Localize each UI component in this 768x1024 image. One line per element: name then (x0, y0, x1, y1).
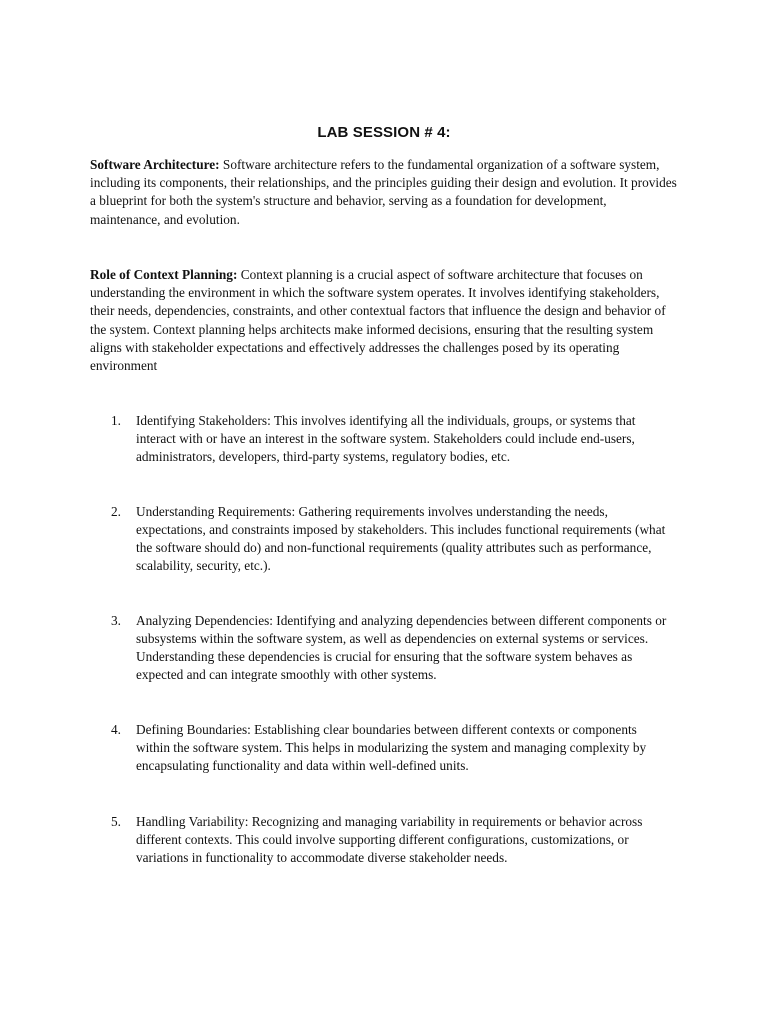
list-item-text: Identifying Stakeholders: This involves identifying all the individuals, groups, or systems that interact with or have an interest in the software system. Stakeholders could include end-users, administrators, developers, third-party systems, regulatory bodies, etc. (136, 413, 636, 464)
context-planning-text: Context planning is a crucial aspect of software architecture that focuses on understanding the environment in which the software system operates. It involves identifying stakeholders, their needs, dependencies, constraints, and other contextual factors that influence the design and behavior of the system. Context planning helps architects make informed decisions, ensuring that the resulting system aligns with stakeholder expectations and effectively addresses the challenges posed by its operating environment (90, 267, 666, 374)
software-architecture-text: Software architecture refers to the fundamental organization of a software system, including its components, their relationships, and the principles guiding their design and evolution. It provides a blueprint for both the system's structure and behavior, serving as a foundation for development, maintenance, and evolution. (90, 157, 677, 227)
list-item-text: Handling Variability: Recognizing and managing variability in requirements or behavior across different contexts. This could involve supporting different configurations, customizations, or variations in functionality to accommodate diverse stakeholder needs. (136, 814, 643, 865)
context-planning-paragraph (90, 266, 680, 375)
list-item (111, 412, 671, 466)
list-item-number: 3. (111, 613, 121, 628)
software-architecture-paragraph (90, 156, 680, 229)
list-item (111, 503, 671, 575)
page-title: LAB SESSION # 4: (317, 124, 451, 141)
list-item-text: Understanding Requirements: Gathering requirements involves understanding the needs, expectations, and constraints imposed by stakeholders. This includes functional requirements (what the software should do) and non-functional requirements (quality attributes such as performance, scalability, security, etc.). (136, 504, 666, 573)
list-item (111, 721, 671, 775)
list-item-number: 1. (111, 413, 121, 428)
context-planning-heading: Role of Context Planning: (90, 267, 238, 282)
list-item (111, 612, 671, 684)
list-item-text: Defining Boundaries: Establishing clear boundaries between different contexts or components within the software system. This helps in modularizing the system and managing complexity by encapsulating functionality and data within well-defined units. (136, 722, 647, 773)
list-item-text: Analyzing Dependencies: Identifying and analyzing dependencies between different components or subsystems within the software system, as well as dependencies on external systems or services. Understanding these dependencies is crucial for ensuring that the software system behaves as expected and can integrate smoothly with other systems. (136, 613, 667, 682)
list-item (111, 813, 671, 867)
list-item-number: 2. (111, 504, 121, 519)
list-item-number: 5. (111, 814, 121, 829)
software-architecture-heading: Software Architecture: (90, 157, 220, 172)
list-item-number: 4. (111, 722, 121, 737)
